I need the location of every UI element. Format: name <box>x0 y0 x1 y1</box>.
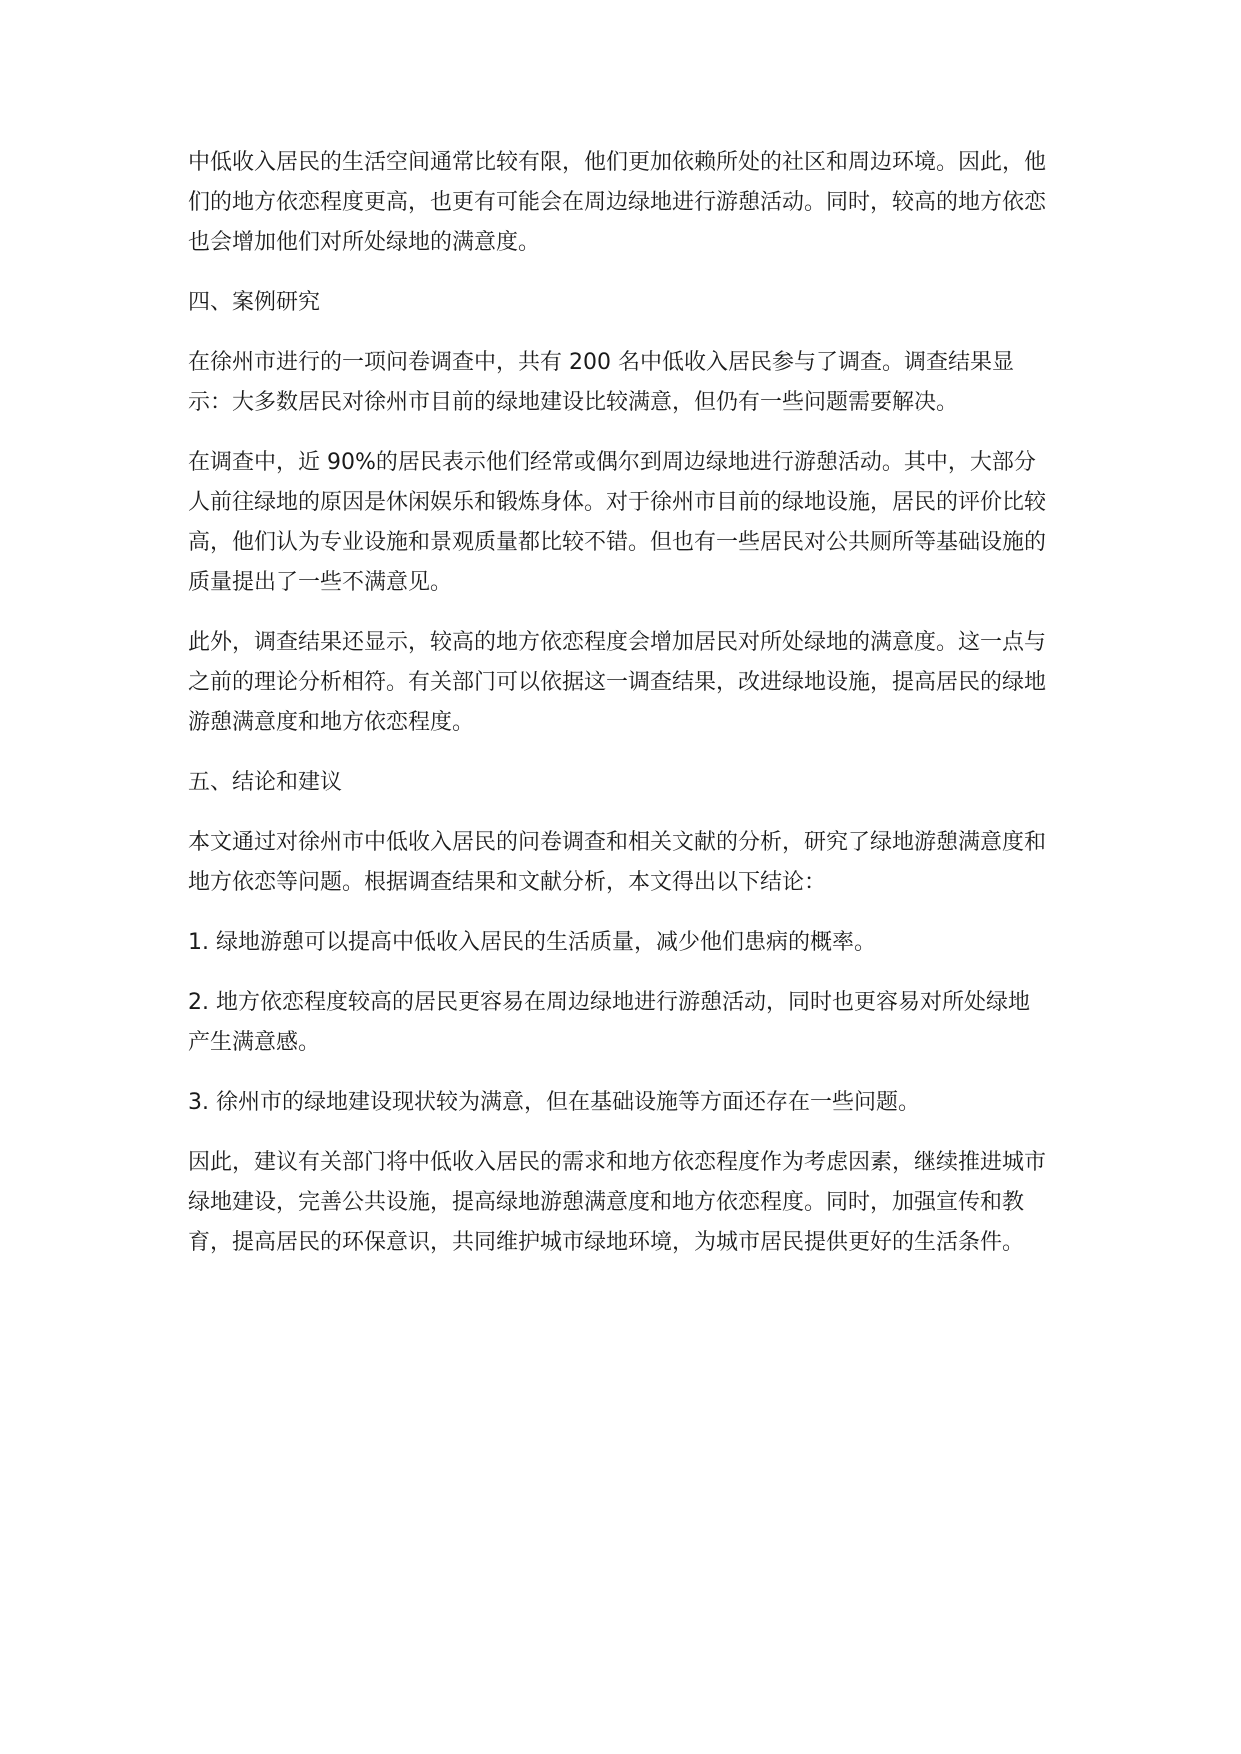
paragraph-survey-intro: 在徐州市进行的一项问卷调查中，共有 200 名中低收入居民参与了调查。调查结果显示：大多数居民对徐州市目前的绿地建设比较满意，但仍有一些问题需要解决。 <box>188 350 1014 415</box>
paragraph-conclusion-intro: 本文通过对徐州市中低收入居民的问卷调查和相关文献的分析，研究了绿地游憩满意度和地方依恋等问题。根据调查结果和文献分析，本文得出以下结论： <box>188 830 1047 895</box>
paragraph-place-attachment-result: 此外，调查结果还显示，较高的地方依恋程度会增加居民对所处绿地的满意度。这一点与之前的理论分析相符。有关部门可以依据这一调查结果，改进绿地设施，提高居民的绿地游憩满意度和地方依恋程度。 <box>188 630 1047 735</box>
section-heading-conclusions: 五、结论和建议 <box>188 770 343 795</box>
paragraph-low-income-space: 中低收入居民的生活空间通常比较有限，他们更加依赖所处的社区和周边环境。因此，他们的地方依恋程度更高，也更有可能会在周边绿地进行游憩活动。同时，较高的地方依恋也会增加他们对所处绿地的满意度。 <box>188 150 1047 255</box>
paragraph-survey-findings: 在调查中，近 90%的居民表示他们经常或偶尔到周边绿地进行游憩活动。其中，大部分人前往绿地的原因是休闲娱乐和锻炼身体。对于徐州市目前的绿地设施，居民的评价比较高，他们认为专业设施和景观质量都比较不错。但也有一些居民对公共厕所等基础设施的质量提出了一些不满意见。 <box>188 450 1047 595</box>
conclusion-item-2: 2. 地方依恋程度较高的居民更容易在周边绿地进行游憩活动，同时也更容易对所处绿地产生满意感。 <box>188 990 1030 1055</box>
conclusion-item-3: 3. 徐州市的绿地建设现状较为满意，但在基础设施等方面还存在一些问题。 <box>188 1090 920 1115</box>
document-body <box>188 143 1046 1283</box>
paragraph-recommendations: 因此，建议有关部门将中低收入居民的需求和地方依恋程度作为考虑因素，继续推进城市绿地建设，完善公共设施，提高绿地游憩满意度和地方依恋程度。同时，加强宣传和教育，提高居民的环保意识，共同维护城市绿地环境，为城市居民提供更好的生活条件。 <box>188 1150 1047 1255</box>
conclusion-item-1: 1. 绿地游憩可以提高中低收入居民的生活质量，减少他们患病的概率。 <box>188 930 876 955</box>
section-heading-case-study: 四、案例研究 <box>188 290 321 315</box>
